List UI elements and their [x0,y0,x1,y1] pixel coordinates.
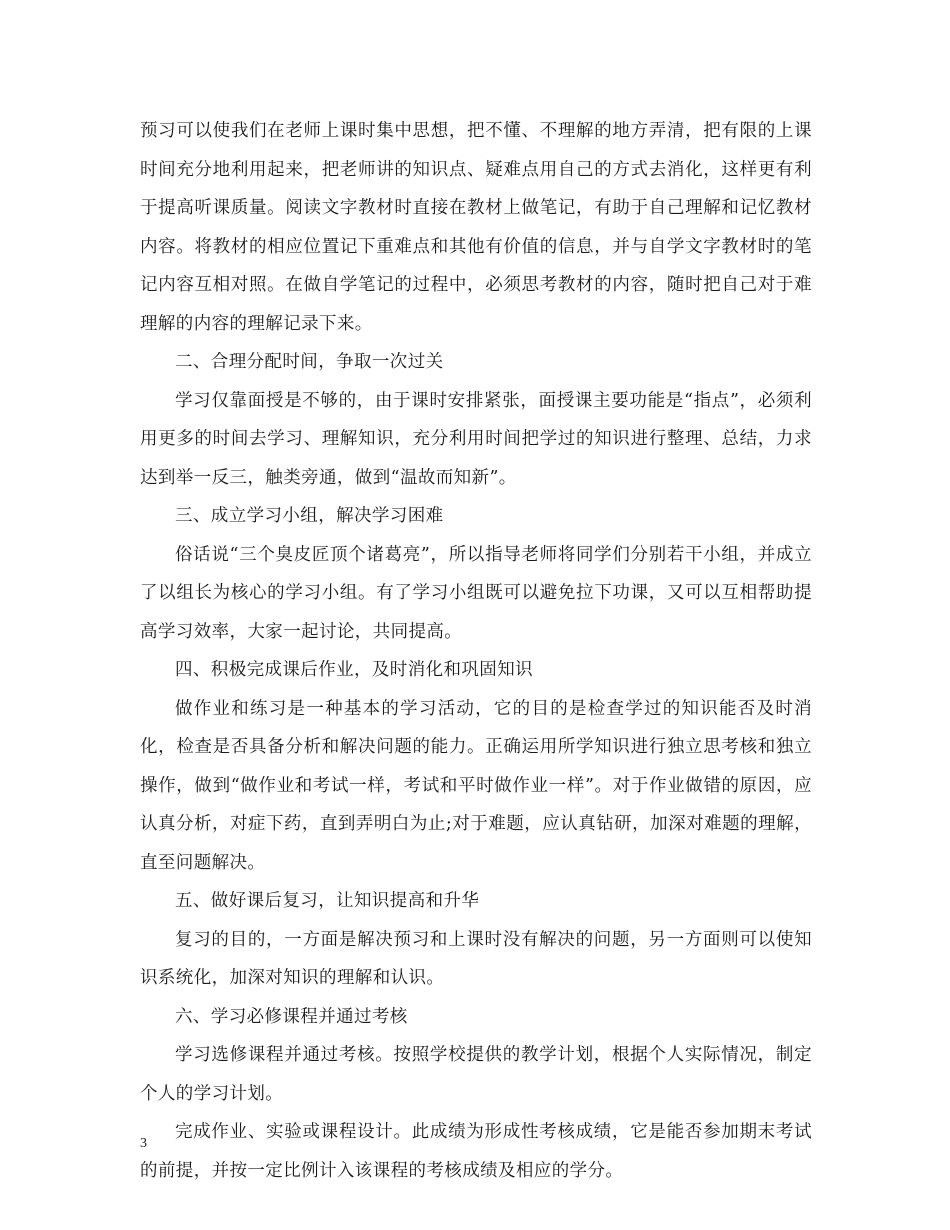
heading-time-management: 二、合理分配时间，争取一次过关 [175,352,444,372]
heading-study-group: 三、成立学习小组，解决学习困难 [175,506,444,526]
page-number: 3 [140,1136,147,1151]
heading-review: 五、做好课后复习，让知识提高和升华 [175,891,480,911]
paragraph-homework: 做作业和练习是一种基本的学习活动，它的目的是检查学过的知识能否及时消化，检查是否具备分析和解决问题的能力。正确运用所学知识进行独立思考核和独立操作，做到“做作业和考试一样，考试和平时做作业一样”。对于作业做错的原因，应认真分析，对症下药，直到弄明白为止;对于难题，应认真钻研，加深对难题的理解，直至问题解决。 [140,698,812,873]
document-body [140,112,812,1190]
heading-homework: 四、积极完成课后作业，及时消化和巩固知识 [175,660,533,680]
paragraph-preview: 预习可以使我们在老师上课时集中思想，把不懂、不理解的地方弄清，把有限的上课时间充分地利用起来，把老师讲的知识点、疑难点用自己的方式去消化，这样更有利于提高听课质量。阅读文字教材时直接在教材上做笔记，有助于自己理解和记忆教材内容。将教材的相应位置记下重难点和其他有价值的信息，并与自学文字教材时的笔记内容互相对照。在做自学笔记的过程中，必须思考教材的内容，随时把自己对于难理解的内容的理解记录下来。 [140,121,812,334]
paragraph-study-group: 俗话说“三个臭皮匠顶个诸葛亮”，所以指导老师将同学们分别若干小组，并成立了以组长为核心的学习小组。有了学习小组既可以避免拉下功课，又可以互相帮助提高学习效率，大家一起讨论，共同提高。 [140,544,812,642]
paragraph-time-management: 学习仅靠面授是不够的，由于课时安排紧张，面授课主要功能是“指点”，必须利用更多的时间去学习、理解知识，充分利用时间把学过的知识进行整理、总结，力求达到举一反三，触类旁通，做到“温故而知新”。 [140,390,812,488]
paragraph-review: 复习的目的，一方面是解决预习和上课时没有解决的问题，另一方面则可以使知识系统化，加深对知识的理解和认识。 [140,929,812,988]
heading-required-courses: 六、学习必修课程并通过考核 [175,1006,408,1027]
paragraph-assignments: 完成作业、实验或课程设计。此成绩为形成性考核成绩，它是能否参加期末考试的前提，并按一定比例计入该课程的考核成绩及相应的学分。 [140,1122,812,1181]
paragraph-elective-courses: 学习选修课程并通过考核。按照学校提供的教学计划，根据个人实际情况，制定个人的学习计划。 [140,1045,812,1104]
